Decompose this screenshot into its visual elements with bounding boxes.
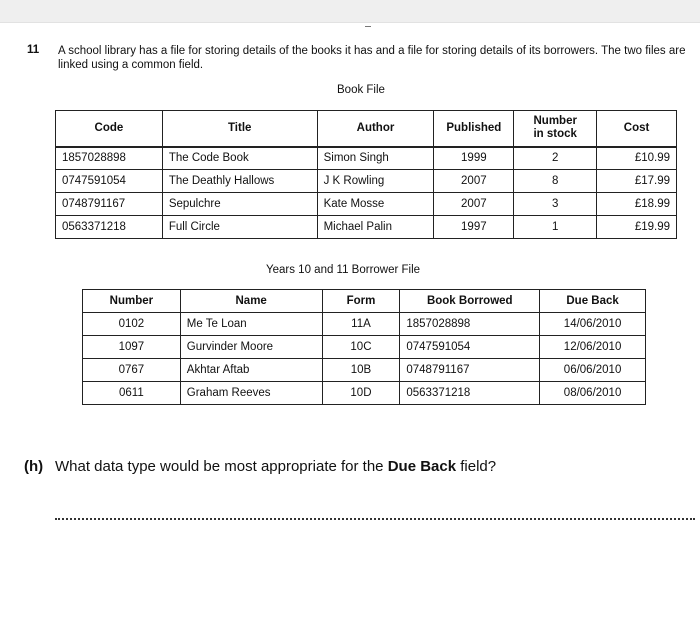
borrower-number: 0611 <box>83 382 181 405</box>
book-author: J K Rowling <box>317 170 434 193</box>
header-cost: Cost <box>597 111 677 147</box>
table-row <box>56 170 677 193</box>
book-cost: £17.99 <box>597 170 677 193</box>
borrower-book: 0563371218 <box>400 382 540 405</box>
book-stock: 1 <box>514 216 597 239</box>
borrower-name: Akhtar Aftab <box>180 359 322 382</box>
borrower-number: 0767 <box>83 359 181 382</box>
book-file-table <box>55 110 677 239</box>
part-h-text-after: field? <box>456 458 497 475</box>
book-code: 0563371218 <box>56 216 163 239</box>
part-h-label: (h) <box>24 458 44 475</box>
header-due-back: Due Back <box>540 290 646 313</box>
book-file-caption: Book File <box>337 84 385 96</box>
book-published: 2007 <box>434 193 514 216</box>
part-h-bold-field: Due Back <box>387 458 457 475</box>
page-mark <box>365 26 371 27</box>
book-stock: 8 <box>514 170 597 193</box>
book-cost: £18.99 <box>597 193 677 216</box>
borrower-form: 10B <box>322 359 400 382</box>
borrower-book: 1857028898 <box>400 313 540 336</box>
header-number: Number <box>83 290 181 313</box>
table-row <box>83 336 646 359</box>
header-form: Form <box>322 290 400 313</box>
header-title: Title <box>162 111 317 147</box>
book-author: Simon Singh <box>317 147 434 170</box>
borrower-name: Me Te Loan <box>180 313 322 336</box>
borrower-book: 0747591054 <box>400 336 540 359</box>
borrower-number: 1097 <box>83 336 181 359</box>
header-number-in-stock <box>514 111 597 147</box>
part-h-question <box>55 458 496 475</box>
header-stock-line2: in stock <box>533 128 577 141</box>
borrower-form: 10D <box>322 382 400 405</box>
borrower-due-back: 12/06/2010 <box>540 336 646 359</box>
book-author: Kate Mosse <box>317 193 434 216</box>
answer-line[interactable] <box>55 518 695 520</box>
table-header-row <box>83 290 646 313</box>
table-header-row <box>56 111 677 147</box>
borrower-form: 11A <box>322 313 400 336</box>
table-row <box>56 147 677 170</box>
borrower-due-back: 06/06/2010 <box>540 359 646 382</box>
header-name: Name <box>180 290 322 313</box>
book-stock: 2 <box>514 147 597 170</box>
book-published: 1997 <box>434 216 514 239</box>
table-row <box>83 382 646 405</box>
book-title: The Code Book <box>162 147 317 170</box>
borrower-name: Graham Reeves <box>180 382 322 405</box>
book-code: 0748791167 <box>56 193 163 216</box>
header-published: Published <box>434 111 514 147</box>
book-cost: £19.99 <box>597 216 677 239</box>
table-row <box>56 216 677 239</box>
header-book-borrowed: Book Borrowed <box>400 290 540 313</box>
book-code: 1857028898 <box>56 147 163 170</box>
borrower-number: 0102 <box>83 313 181 336</box>
book-cost: £10.99 <box>597 147 677 170</box>
book-stock: 3 <box>514 193 597 216</box>
book-code: 0747591054 <box>56 170 163 193</box>
question-text: A school library has a file for storing details of the books it has and a file for storing details of its borrowers. The two files are linked using a common field. <box>58 45 686 71</box>
borrower-due-back: 14/06/2010 <box>540 313 646 336</box>
part-h-text-before: What data type would be most appropriate for the <box>55 458 388 475</box>
borrower-form: 10C <box>322 336 400 359</box>
borrower-due-back: 08/06/2010 <box>540 382 646 405</box>
borrower-file-caption: Years 10 and 11 Borrower File <box>266 264 421 276</box>
book-published: 1999 <box>434 147 514 170</box>
book-title: Full Circle <box>162 216 317 239</box>
borrower-book: 0748791167 <box>400 359 540 382</box>
borrower-name: Gurvinder Moore <box>180 336 322 359</box>
borrower-file-table <box>82 289 646 405</box>
table-row <box>83 313 646 336</box>
header-code: Code <box>56 111 163 147</box>
book-published: 2007 <box>434 170 514 193</box>
top-bar <box>0 0 700 23</box>
book-title: The Deathly Hallows <box>162 170 317 193</box>
table-row <box>83 359 646 382</box>
header-author: Author <box>317 111 434 147</box>
question-number: 11 <box>27 44 40 56</box>
book-author: Michael Palin <box>317 216 434 239</box>
header-stock-line1: Number <box>533 115 577 128</box>
book-title: Sepulchre <box>162 193 317 216</box>
table-row <box>56 193 677 216</box>
